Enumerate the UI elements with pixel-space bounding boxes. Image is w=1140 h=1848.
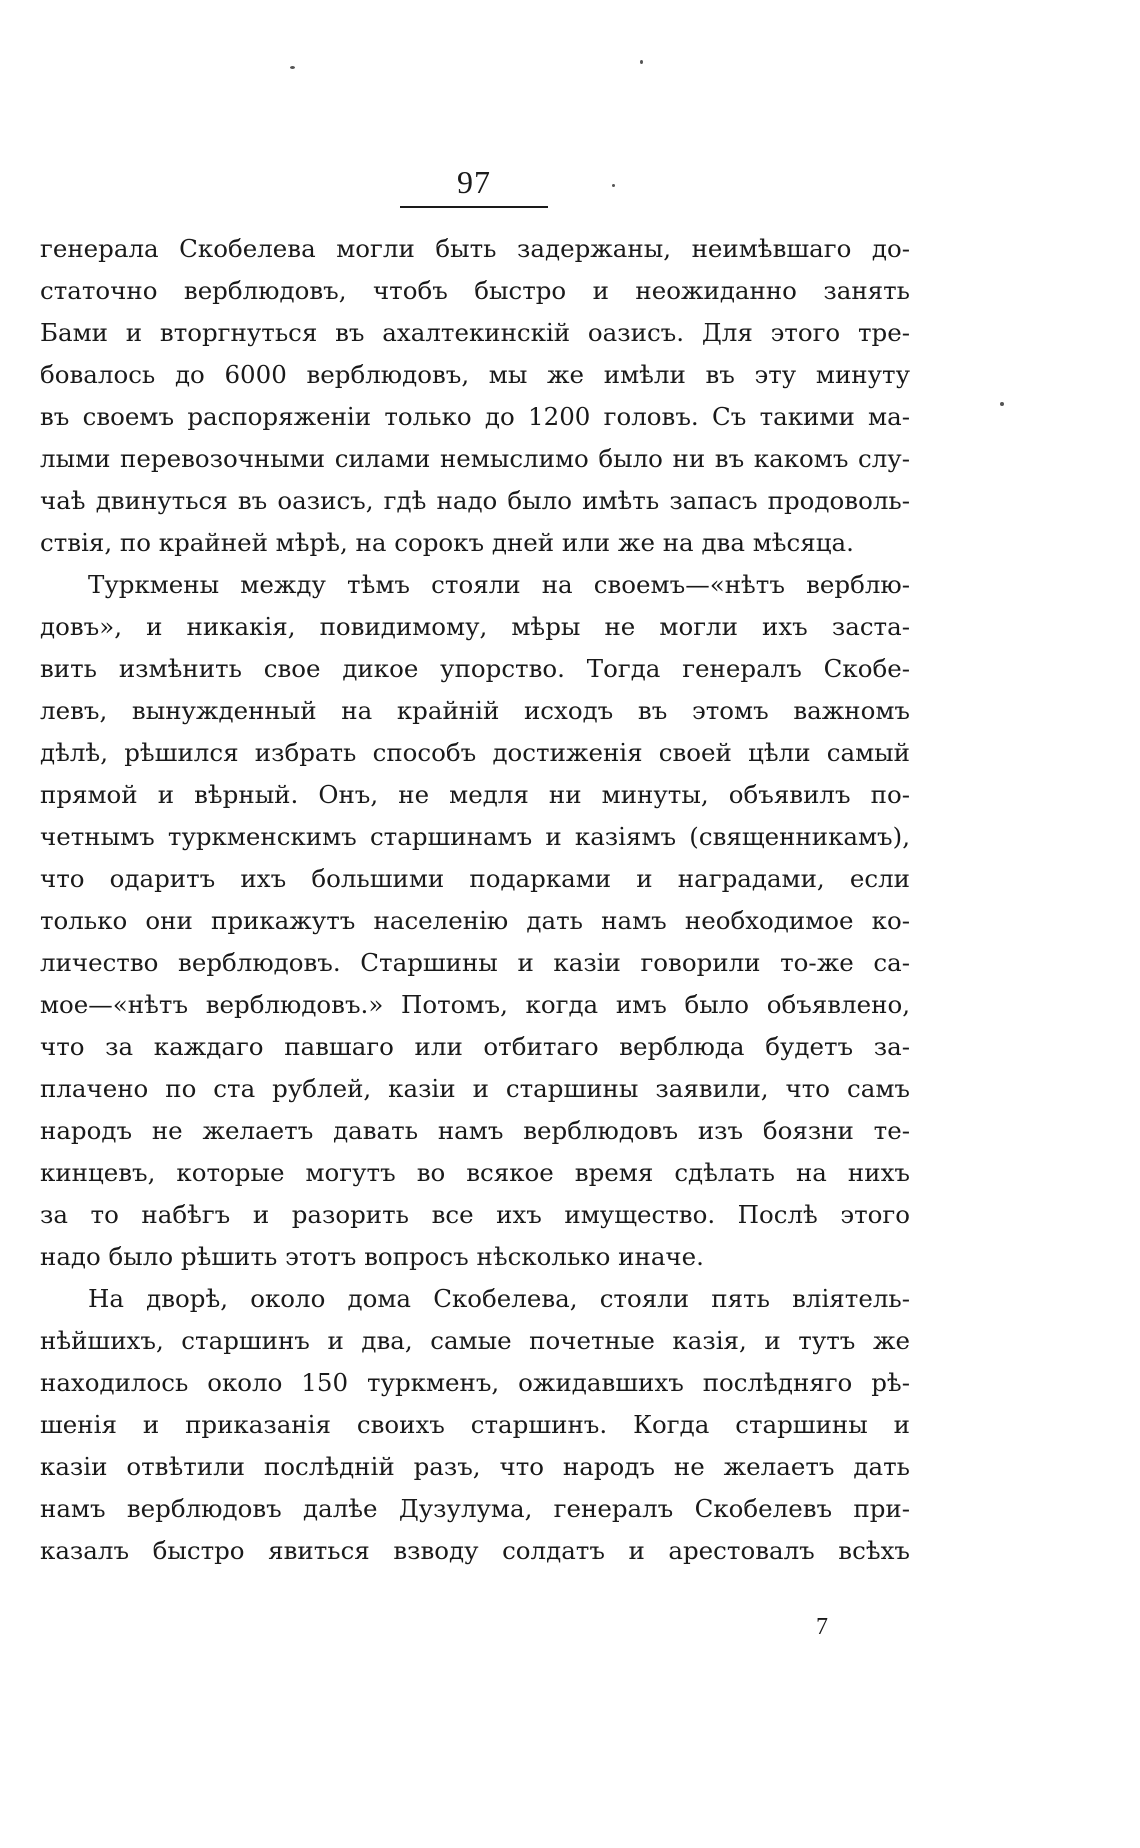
text-line: дѣлѣ, рѣшился избрать способъ достиженія своей цѣли самый	[40, 738, 910, 767]
text-line: кинцевъ, которые могутъ во всякое время сдѣлать на нихъ	[40, 1158, 910, 1187]
scan-speck	[290, 66, 295, 69]
text-line: нѣйшихъ, старшинъ и два, самые почетные казія, и тутъ же	[40, 1326, 910, 1355]
body-text	[40, 228, 910, 1572]
text-line: что за каждаго павшаго или отбитаго верблюда будетъ за-	[40, 1032, 910, 1061]
text-line: прямой и вѣрный. Онъ, не медля ни минуты, объявилъ по-	[40, 780, 910, 809]
text-line: шенія и приказанія своихъ старшинъ. Когда старшины и	[40, 1410, 910, 1439]
text-line: въ своемъ распоряженіи только до 1200 головъ. Съ такими ма-	[40, 402, 910, 431]
scan-speck	[640, 60, 643, 64]
page-number: 97	[457, 164, 491, 200]
text-line: вить измѣнить свое дикое упорство. Тогда генералъ Скобе-	[40, 654, 910, 683]
text-line: только они прикажутъ населенію дать намъ необходимое ко-	[40, 906, 910, 935]
text-line: надо было рѣшить этотъ вопросъ нѣсколько иначе.	[40, 1242, 704, 1271]
text-line: бовалось до 6000 верблюдовъ, мы же имѣли въ эту минуту	[40, 360, 910, 389]
text-line: статочно верблюдовъ, чтобъ быстро и неожиданно занять	[40, 276, 910, 305]
scan-speck	[612, 184, 615, 187]
text-line: Туркмены между тѣмъ стояли на своемъ—«нѣтъ верблю-	[88, 570, 910, 599]
text-line: левъ, вынужденный на крайній исходъ въ этомъ важномъ	[40, 696, 910, 725]
text-line: что одаритъ ихъ большими подарками и наградами, если	[40, 864, 910, 893]
text-line: мое—«нѣтъ верблюдовъ.» Потомъ, когда имъ было объявлено,	[40, 990, 910, 1019]
text-line: за то набѣгъ и разорить все ихъ имущество. Послѣ этого	[40, 1200, 910, 1229]
text-line: генерала Скобелева могли быть задержаны, неимѣвшаго до-	[40, 234, 910, 263]
page-number-rule	[400, 206, 548, 208]
text-line: четнымъ туркменскимъ старшинамъ и казіямъ (священникамъ),	[40, 822, 910, 851]
paragraph	[40, 1278, 910, 1572]
text-line: находилось около 150 туркменъ, ожидавшихъ послѣдняго рѣ-	[40, 1368, 910, 1397]
text-line: казіи отвѣтили послѣдній разъ, что народъ не желаетъ дать	[40, 1452, 910, 1481]
text-line: довъ», и никакія, повидимому, мѣры не могли ихъ заста-	[40, 612, 910, 641]
text-line: чаѣ двинуться въ оазисъ, гдѣ надо было имѣть запасъ продоволь-	[40, 486, 910, 515]
paragraph	[40, 564, 910, 1278]
text-line: намъ верблюдовъ далѣе Дузулума, генералъ Скобелевъ при-	[40, 1494, 910, 1523]
text-line: личество верблюдовъ. Старшины и казіи говорили то-же са-	[40, 948, 910, 977]
paragraph	[40, 228, 910, 564]
text-line: ствія, по крайней мѣрѣ, на сорокъ дней или же на два мѣсяца.	[40, 528, 854, 557]
signature-mark: 7	[816, 1614, 828, 1640]
scan-speck	[1000, 402, 1004, 406]
text-line: На дворѣ, около дома Скобелева, стояли пять вліятель-	[88, 1284, 910, 1313]
text-line: Бами и вторгнуться въ ахалтекинскій оазисъ. Для этого тре-	[40, 318, 910, 347]
text-line: лыми перевозочными силами немыслимо было ни въ какомъ слу-	[40, 444, 910, 473]
text-line: народъ не желаетъ давать намъ верблюдовъ изъ боязни те-	[40, 1116, 910, 1145]
text-line: плачено по ста рублей, казіи и старшины заявили, что самъ	[40, 1074, 910, 1103]
text-line: казалъ быстро явиться взводу солдатъ и арестовалъ всѣхъ	[40, 1536, 910, 1565]
